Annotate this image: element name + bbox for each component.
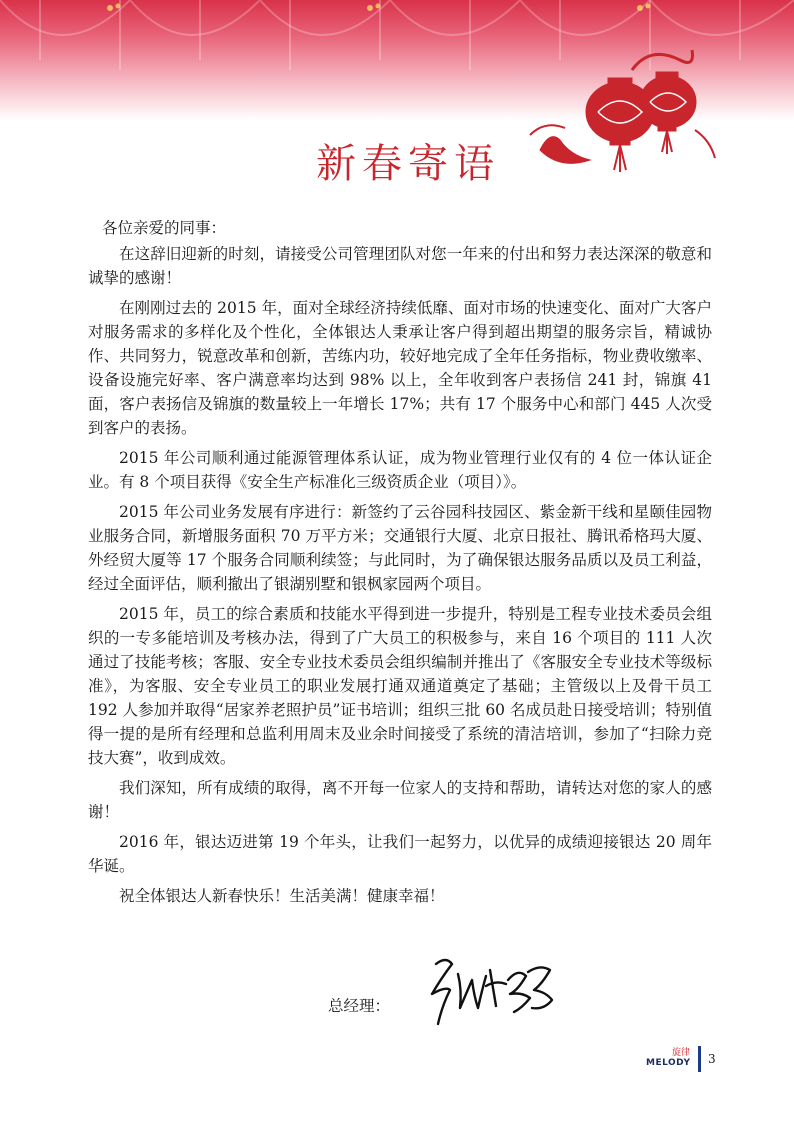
letter-body bbox=[88, 216, 712, 914]
paragraph-gratitude: 在这辞旧迎新的时刻，请接受公司管理团队对您一年来的付出和努力表达深深的敬意和诚挚的感谢！ bbox=[88, 245, 712, 287]
paragraph-business: 2015 年公司业务发展有序进行：新签约了云谷园科技园区、紫金新干线和星颐佳园物业服务合同，新增服务面积 70 万平方米；交通银行大厦、北京日报社、腾讯希格玛大厦、外经贸大厦等 17 个服务合同顺利续签；与此同时，为了确保银达服务品质以及员工利益，经过全面评估，顺利撤出了银湖别墅和银枫家园两个项目。 bbox=[88, 503, 712, 593]
handwritten-signature bbox=[422, 950, 562, 1030]
paragraph-certification: 2015 年公司顺利通过能源管理体系认证，成为物业管理行业仅有的 4 位一体认证企业。有 8 个项目获得《安全生产标准化三级资质企业（项目）》。 bbox=[88, 449, 712, 491]
brand-chinese: 旋律 bbox=[671, 1048, 690, 1058]
page-title: 新春寄语 bbox=[316, 141, 500, 187]
paragraph-family-thanks: 我们深知，所有成绩的取得，离不开每一位家人的支持和帮助，请转达对您的家人的感谢！ bbox=[88, 779, 712, 821]
page-number: 3 bbox=[708, 1052, 716, 1066]
paragraph-anniversary: 2016 年，银达迈进第 19 个年头，让我们一起努力，以优异的成绩迎接银达 20 周年华诞。 bbox=[88, 833, 712, 875]
signature-block bbox=[300, 950, 600, 1030]
footer-brand bbox=[646, 1048, 690, 1069]
signer-title: 总经理： bbox=[328, 997, 391, 1015]
paragraph-wishes: 祝全体银达人新春快乐！生活美满！健康幸福！ bbox=[119, 887, 445, 905]
brand-english: MELODY bbox=[646, 1058, 691, 1068]
footer-divider bbox=[698, 1046, 701, 1072]
paragraph-achievements: 在刚刚过去的 2015 年，面对全球经济持续低靡、面对市场的快速变化、面对广大客户对服务需求的多样化及个性化，全体银达人秉承让客户得到超出期望的服务宗旨，精诚协作、共同努力，锐意改革和创新，苦练内功，较好地完成了全年任务指标，物业费收缴率、设备设施完好率、客户满意率均达到 98% 以上，全年收到客户表扬信 241 封，锦旗 41 面，客户表扬信及锦旗的数量较上一年增长 17%；共有 17 个服务中心和部门 445 人次受到客户的表扬。 bbox=[88, 299, 712, 437]
salutation: 各位亲爱的同事： bbox=[102, 219, 227, 237]
paragraph-training: 2015 年，员工的综合素质和技能水平得到进一步提升，特别是工程专业技术委员会组织的一专多能培训及考核办法，得到了广大员工的积极参与，来自 16 个项目的 111 人次通过了技能考核；客服、安全专业技术委员会组织编制并推出了《客服安全专业技术等级标准》，为客服、安全专业员工的职业发展打通双通道奠定了基础；主管级以上及骨干员工 192 人参加并取得“居家养老照护员”证书培训；组织三批 60 名成员赴日接受培训；特别值得一提的是所有经理和总监利用周末及业余时间接受了系统的清洁培训，参加了“扫除力竞技大赛”，收到成效。 bbox=[88, 605, 712, 767]
